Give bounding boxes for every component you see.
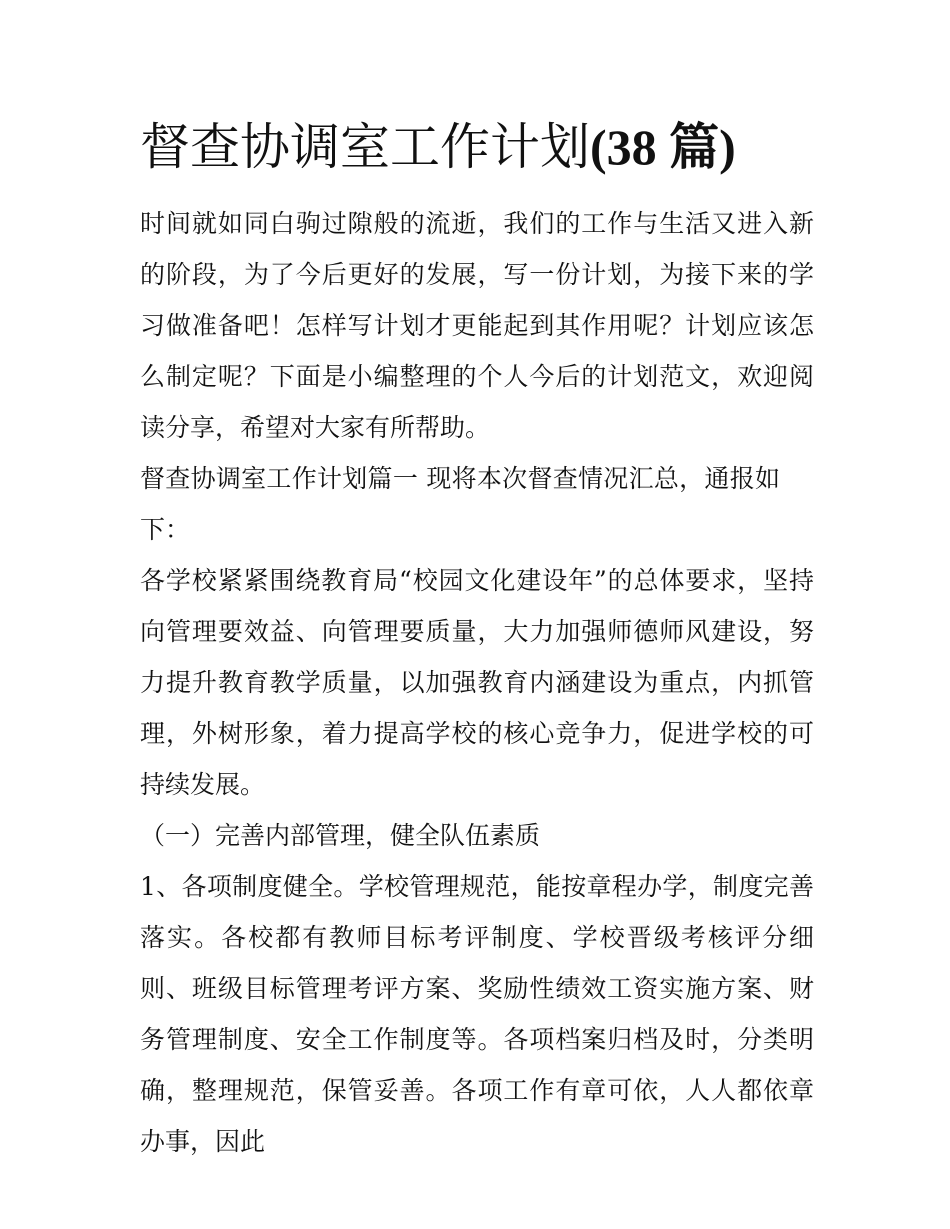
item-paragraph: 1、各项制度健全。学校管理规范，能按章程办学，制度完善落实。各校都有教师目标考评制度、学校晋级考核评分细则、班级目标管理考评方案、奖励性绩效工资实施方案、财务管理制度、安全工作制度等。各项档案归档及时，分类明确，整理规范，保管妥善。各项工作有章可依，人人都依章办事，因此	[140, 872, 814, 1156]
document-title	[140, 112, 840, 182]
document-body	[140, 198, 814, 1167]
section-heading-paragraph: 督查协调室工作计划篇一 现将本次督查情况汇总，通报如下：	[140, 464, 780, 544]
document-title-main: 督查协调室工作计划	[140, 118, 590, 176]
overview-paragraph: 各学校紧紧围绕教育局“校园文化建设年”的总体要求，坚持向管理要效益、向管理要质量，大力加强师德师风建设，努力提升教育教学质量，以加强教育内涵建设为重点，内抓管理，外树形象，着力提高学校的核心竞争力，促进学校的可持续发展。	[140, 566, 814, 799]
intro-paragraph: 时间就如同白驹过隙般的流逝，我们的工作与生活又进入新的阶段，为了今后更好的发展，写一份计划，为接下来的学习做准备吧！怎样写计划才更能起到其作用呢？计划应该怎么制定呢？下面是小编整理的个人今后的计划范文，欢迎阅读分享，希望对大家有所帮助。	[140, 209, 814, 442]
document-title-count: (38 篇)	[590, 119, 736, 175]
subsection-heading: （一）完善内部管理，健全队伍素质	[140, 821, 541, 850]
